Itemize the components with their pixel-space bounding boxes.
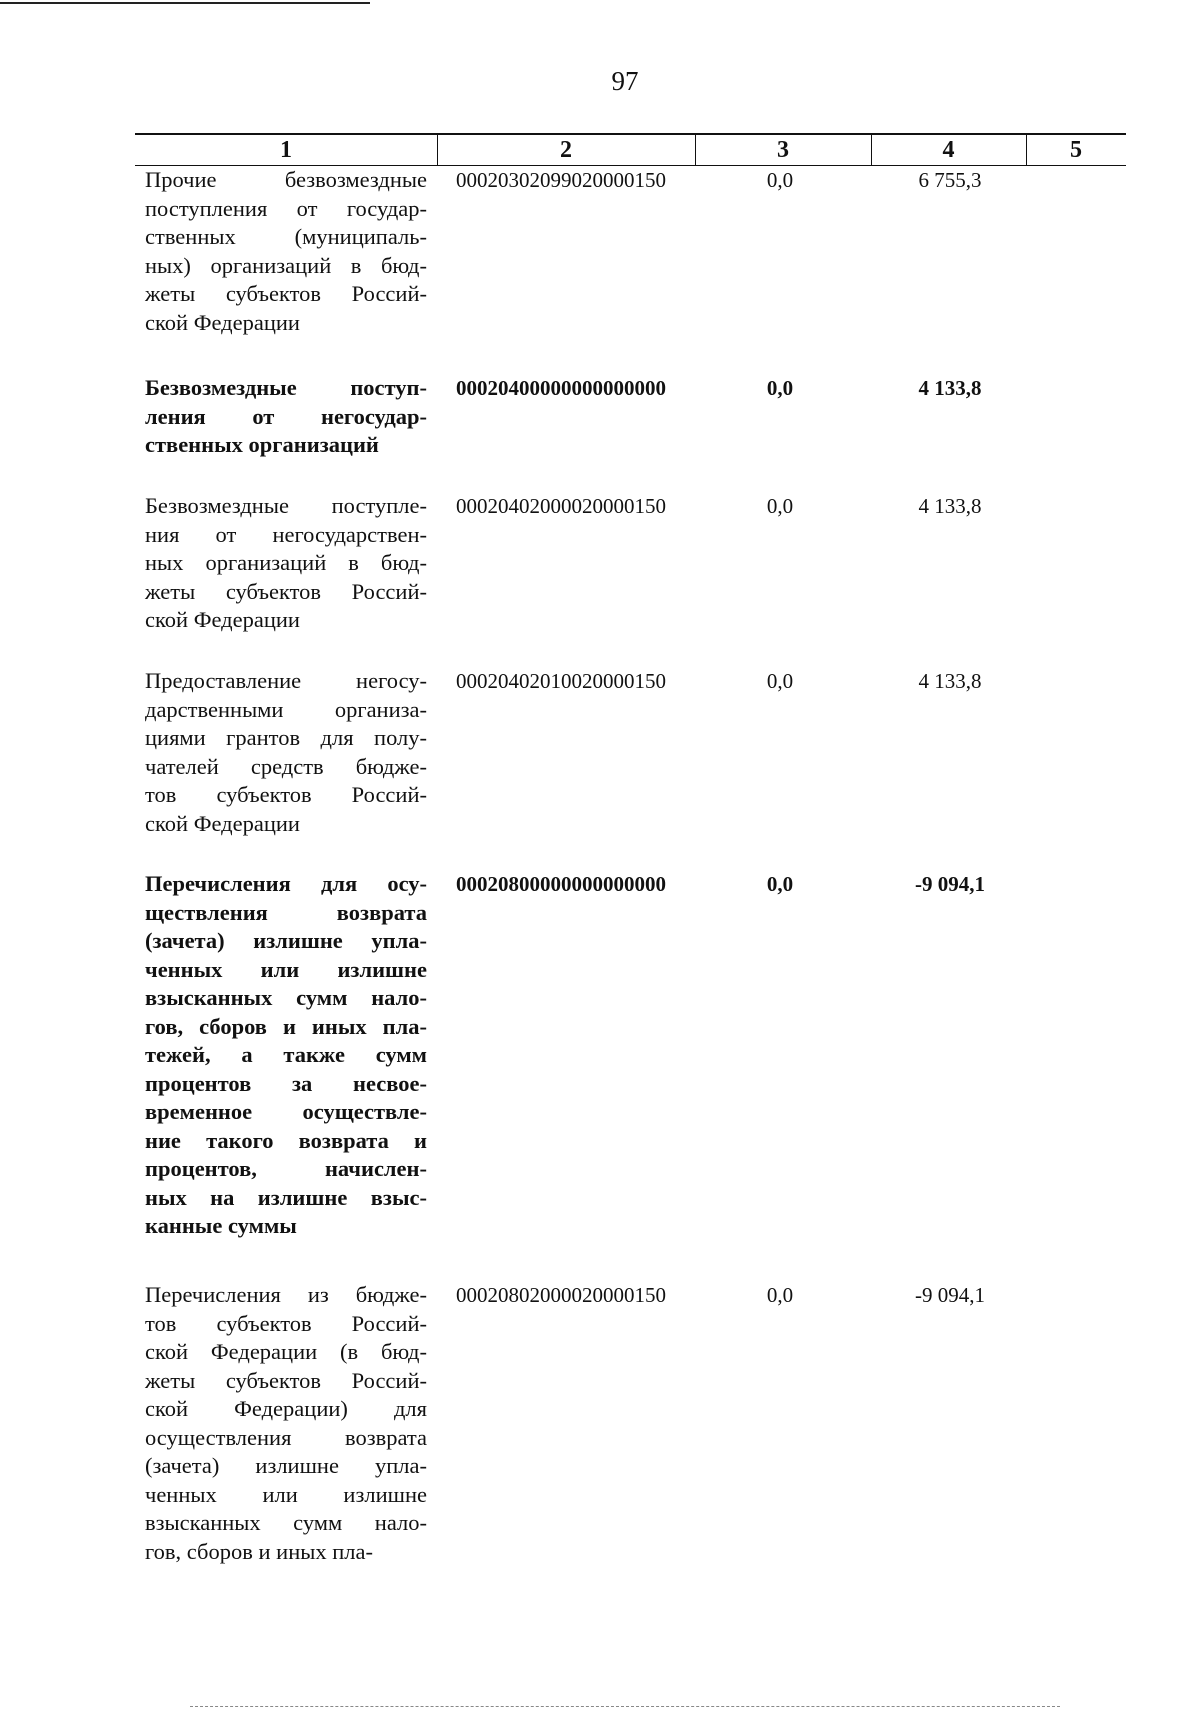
row-name-line: жеты субъектов Россий- [145,1367,427,1393]
row-name-line: канные суммы [145,1213,297,1238]
row-name-line: тов субъектов Россий- [145,782,427,807]
row-name [145,870,427,1241]
column-header-2: 2 [560,137,572,163]
row-col4-value: 4 133,8 [918,376,982,400]
row-col4-value: 4 133,8 [918,494,982,518]
row-name [145,374,427,460]
row-col3-value: 0,0 [766,1283,794,1307]
column-header-3: 3 [777,137,789,163]
row-code: 00020402010020000150 [456,669,666,693]
column-header-5: 5 [1070,137,1082,163]
row-name-line: ченных или излишне [145,1481,427,1507]
row-name-line: ления от негосудар- [145,403,427,429]
row-col3-value: 0,0 [766,376,794,400]
row-name-line: ния от негосударствен- [145,521,427,547]
column-header-4: 4 [942,137,955,163]
row-name-line: процентов за несвое- [145,1070,427,1096]
row-name-line: ской Федерации) для [145,1396,427,1421]
row-name-line: взысканных сумм нало- [145,1510,427,1535]
row-name-line: Перечисления из бюдже- [145,1282,427,1307]
row-col4-value: -9 094,1 [915,872,985,896]
row-name-line: процентов, начислен- [145,1156,427,1181]
row-name-line: ных организаций в бюд- [145,550,427,575]
row-name-line: ных) организаций в бюд- [145,252,427,278]
row-name-line: Перечисления для осу- [145,871,427,896]
row-name-line: ской Федерации [145,810,300,836]
row-name-line: Безвозмездные поступ- [145,375,427,400]
row-name-line: временное осуществле- [145,1099,427,1124]
row-name-line: взысканных сумм нало- [145,985,427,1010]
row-name-line: ществления возврата [145,899,427,925]
row-name-line: чателей средств бюдже- [145,753,427,779]
row-name-line: тежей, а также сумм [145,1042,427,1067]
row-code: 00020802000020000150 [456,1283,666,1307]
row-name-line: гов, сборов и иных пла- [145,1538,373,1564]
row-name [145,492,427,635]
row-col3-value: 0,0 [766,168,794,192]
row-code: 00020800000000000000 [456,872,666,896]
row-name-line: (зачета) излишне упла- [145,928,427,953]
row-name-line: дарственными организа- [145,696,427,722]
row-name-line: ственных организаций [145,432,379,457]
row-name-line: осуществления возврата [145,1424,427,1450]
row-col4-value: 6 755,3 [918,168,982,192]
top-rule [0,2,370,4]
row-col3-value: 0,0 [766,872,794,896]
row-name-line: циями грантов для полу- [145,725,427,750]
row-code: 00020302099020000150 [456,168,666,192]
column-header-1: 1 [280,137,292,163]
row-name [145,166,427,337]
table-header [135,133,1126,166]
row-name-line: ние такого возврата и [145,1127,427,1153]
row-name-line: жеты субъектов Россий- [145,578,427,604]
bottom-rule [190,1706,1060,1707]
row-name-line: поступления от государ- [145,195,427,221]
row-name-line: ных на излишне взыс- [145,1184,427,1210]
row-name-line: ченных или излишне [145,956,427,982]
row-name-line: тов субъектов Россий- [145,1310,427,1336]
row-col4-value: -9 094,1 [915,1283,985,1307]
row-name-line: ской Федерации [145,309,300,335]
row-name-line: Безвозмездные поступле- [145,493,427,518]
page-number: 97 [611,66,639,96]
row-code: 00020402000020000150 [456,494,666,518]
row-name-line: жеты субъектов Россий- [145,281,427,306]
row-name-line: Предоставление негосу- [145,668,427,693]
row-col3-value: 0,0 [766,494,794,518]
row-name [145,1281,427,1566]
row-col3-value: 0,0 [766,669,794,693]
row-name-line: (зачета) излишне упла- [145,1453,427,1478]
row-name-line: Прочие безвозмездные [145,167,427,192]
row-name [145,667,427,838]
row-name-line: ской Федерации (в бюд- [145,1339,427,1364]
row-col4-value: 4 133,8 [918,669,982,693]
row-name-line: ственных (муниципаль- [145,224,427,249]
row-code: 00020400000000000000 [456,376,666,400]
row-name-line: гов, сборов и иных пла- [145,1013,427,1039]
row-name-line: ской Федерации [145,607,300,632]
